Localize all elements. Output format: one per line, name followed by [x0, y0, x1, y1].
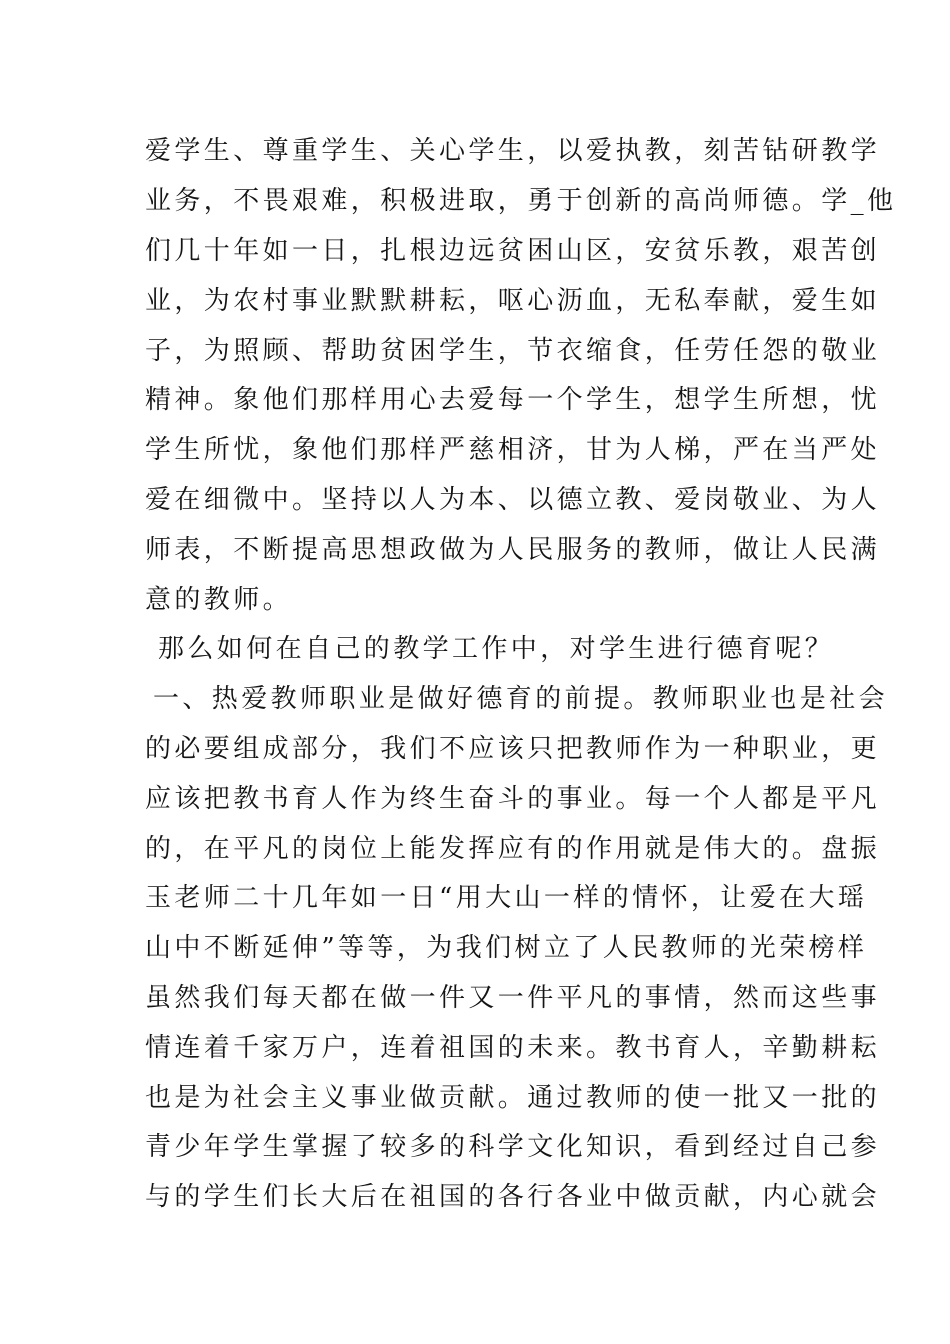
text-line: 意的教师。 — [145, 585, 293, 615]
text-line: 应该把教书育人作为终生奋斗的事业。每一个人都是平凡 — [145, 784, 881, 814]
text-line: 虽然我们每天都在做一件又一件平凡的事情，然而这些事 — [145, 983, 881, 1013]
text-line: 爱在细微中。坚持以人为本、以德立教、爱岗敬业、为人 — [145, 485, 881, 515]
text-line: 青少年学生掌握了较多的科学文化知识，看到经过自己参 — [145, 1132, 881, 1162]
section-heading-line: 一、热爱教师职业是做好德育的前提。教师职业也是社会 — [153, 684, 889, 714]
text-line: 的必要组成部分，我们不应该只把教师作为一种职业，更 — [145, 734, 881, 764]
text-line: 与的学生们长大后在祖国的各行各业中做贡献，内心就会 — [145, 1182, 881, 1212]
text-line: 山中不断延伸”等等，为我们树立了人民教师的光荣榜样 — [145, 933, 868, 963]
text-line: 师表，不断提高思想政做为人民服务的教师，做让人民满 — [145, 535, 881, 565]
text-line: 子，为照顾、帮助贫困学生，节衣缩食，任劳任怨的敬业 — [145, 336, 881, 366]
text-line: 也是为社会主义事业做贡献。通过教师的使一批又一批的 — [145, 1083, 881, 1113]
text-line: 玉老师二十几年如一日“用大山一样的情怀，让爱在大瑶 — [145, 883, 868, 913]
text-line: 精神。象他们那样用心去爱每一个学生，想学生所想，忧 — [145, 385, 881, 415]
question-line: 那么如何在自己的教学工作中，对学生进行德育呢？ — [158, 634, 835, 664]
text-line: 业务，不畏艰难，积极进取，勇于创新的高尚师德。学_他 — [145, 186, 897, 216]
text-line: 的，在平凡的岗位上能发挥应有的作用就是伟大的。盘振 — [145, 834, 881, 864]
text-line: 爱学生、尊重学生、关心学生，以爱执教，刻苦钻研教学 — [145, 136, 881, 166]
text-line: 情连着千家万户，连着祖国的未来。教书育人，辛勤耕耘 — [145, 1033, 881, 1063]
text-line: 们几十年如一日，扎根边远贫困山区，安贫乐教，艰苦创 — [145, 236, 881, 266]
text-line: 业，为农村事业默默耕耘，呕心沥血，无私奉献，爱生如 — [145, 286, 881, 316]
text-line: 学生所忧，象他们那样严慈相济，甘为人梯，严在当严处 — [145, 435, 881, 465]
